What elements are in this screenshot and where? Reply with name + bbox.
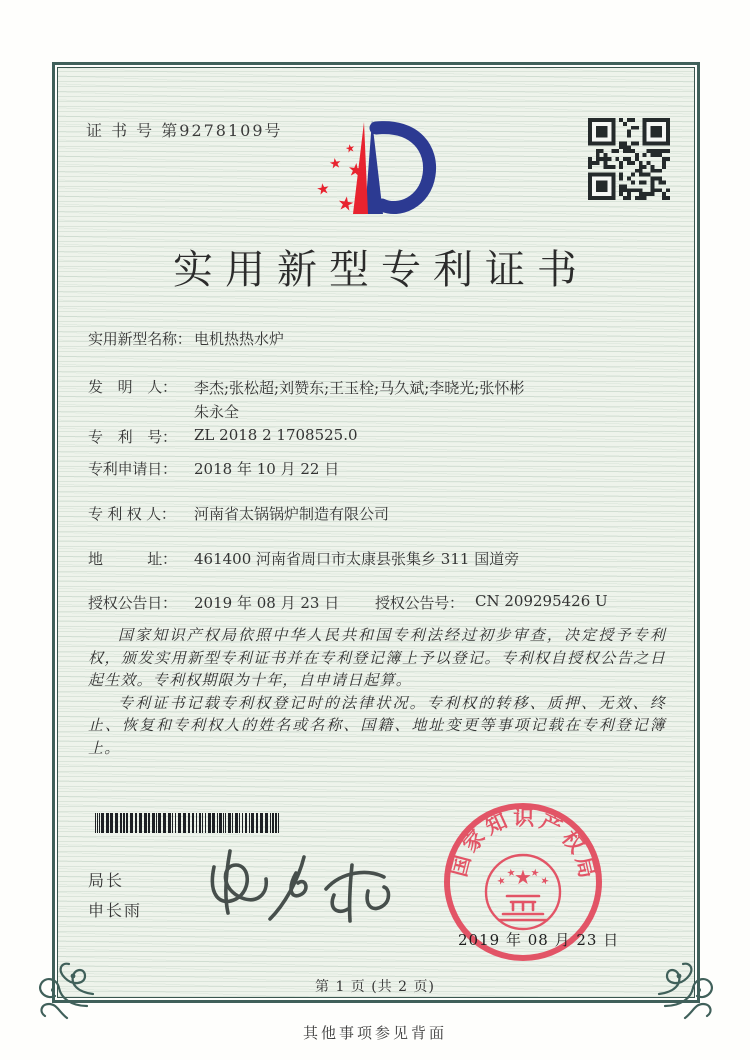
page-number: 第 1 页 (共 2 页)	[315, 979, 435, 995]
svg-text:★: ★	[314, 179, 332, 200]
svg-text:★: ★	[335, 191, 356, 217]
svg-text:★: ★	[529, 867, 541, 880]
field-value: CN 209295426 U	[475, 592, 608, 610]
field-label: 地 址：	[88, 550, 177, 568]
field-label: 发 明 人：	[88, 378, 177, 396]
field-grant-date	[88, 592, 666, 613]
inventors-line1: 李杰;张松超;刘赞东;王玉栓;马久斌;李晓光;张怀彬	[194, 379, 525, 397]
field-value: 电机热热水炉	[194, 330, 285, 348]
field-patent-number	[88, 426, 358, 447]
legal-paragraph-1: 国家知识产权局依照中华人民共和国专利法经过初步审查，决定授予专利权，颁发实用新型专利证书并在专利登记簿上予以登记。专利权自授权公告之日起生效。专利权期限为十年，自申请日起算。	[88, 626, 666, 690]
national-emblem-icon	[486, 855, 560, 929]
svg-text:★: ★	[505, 867, 517, 880]
legal-text-block	[88, 624, 666, 760]
field-value: 河南省太锅锅炉制造有限公司	[194, 505, 390, 523]
field-value	[194, 376, 664, 424]
seal-arc-text: 国家知识产权局	[445, 804, 601, 881]
field-label: 授权公告号：	[375, 594, 464, 612]
svg-text:★: ★	[538, 874, 551, 889]
field-value: 2018 年 10 月 22 日	[194, 460, 340, 478]
field-label: 专 利 权 人：	[88, 505, 176, 523]
field-label: 授权公告日：	[88, 594, 177, 612]
field-address	[88, 548, 519, 569]
cnipa-logo-icon	[302, 112, 442, 224]
back-side-note: 其他事项参见背面	[302, 1024, 447, 1042]
field-value: ZL 2018 2 1708525.0	[194, 426, 358, 444]
field-utility-model-name	[88, 328, 284, 349]
legal-paragraph-2: 专利证书记载专利权登记时的法律状况。专利权的转移、质押、无效、终止、恢复和专利权人的姓名或名称、国籍、地址变更等事项记载在专利登记簿上。	[88, 693, 666, 757]
signer-title: 局长	[88, 871, 125, 890]
field-inventors	[88, 376, 664, 424]
svg-text:★: ★	[344, 141, 357, 156]
seal-date: 2019 年 08 月 23 日	[458, 931, 620, 949]
field-label: 专 利 号：	[88, 428, 177, 446]
certificate-title: 实用新型专利证书	[173, 247, 589, 293]
field-label: 实用新型名称：	[88, 330, 192, 348]
field-patentee	[88, 503, 389, 524]
field-grant-number	[375, 592, 608, 613]
barcode-icon	[95, 813, 285, 833]
svg-text:★: ★	[346, 159, 365, 182]
field-filing-date	[88, 458, 339, 479]
field-value: 2019 年 08 月 23 日	[194, 594, 340, 612]
field-label: 专利申请日：	[88, 460, 177, 478]
certificate-number: 证 书 号 第9278109号	[86, 121, 283, 140]
svg-text:★: ★	[328, 155, 343, 173]
inventors-line2: 朱永全	[194, 403, 240, 421]
signer-name: 申长雨	[88, 901, 143, 920]
signature-handwriting-icon	[192, 843, 402, 931]
field-value: 461400 河南省周口市太康县张集乡 311 国道旁	[194, 550, 520, 568]
qr-code-icon	[588, 118, 670, 200]
svg-text:★: ★	[514, 865, 532, 889]
svg-text:★: ★	[495, 874, 508, 889]
